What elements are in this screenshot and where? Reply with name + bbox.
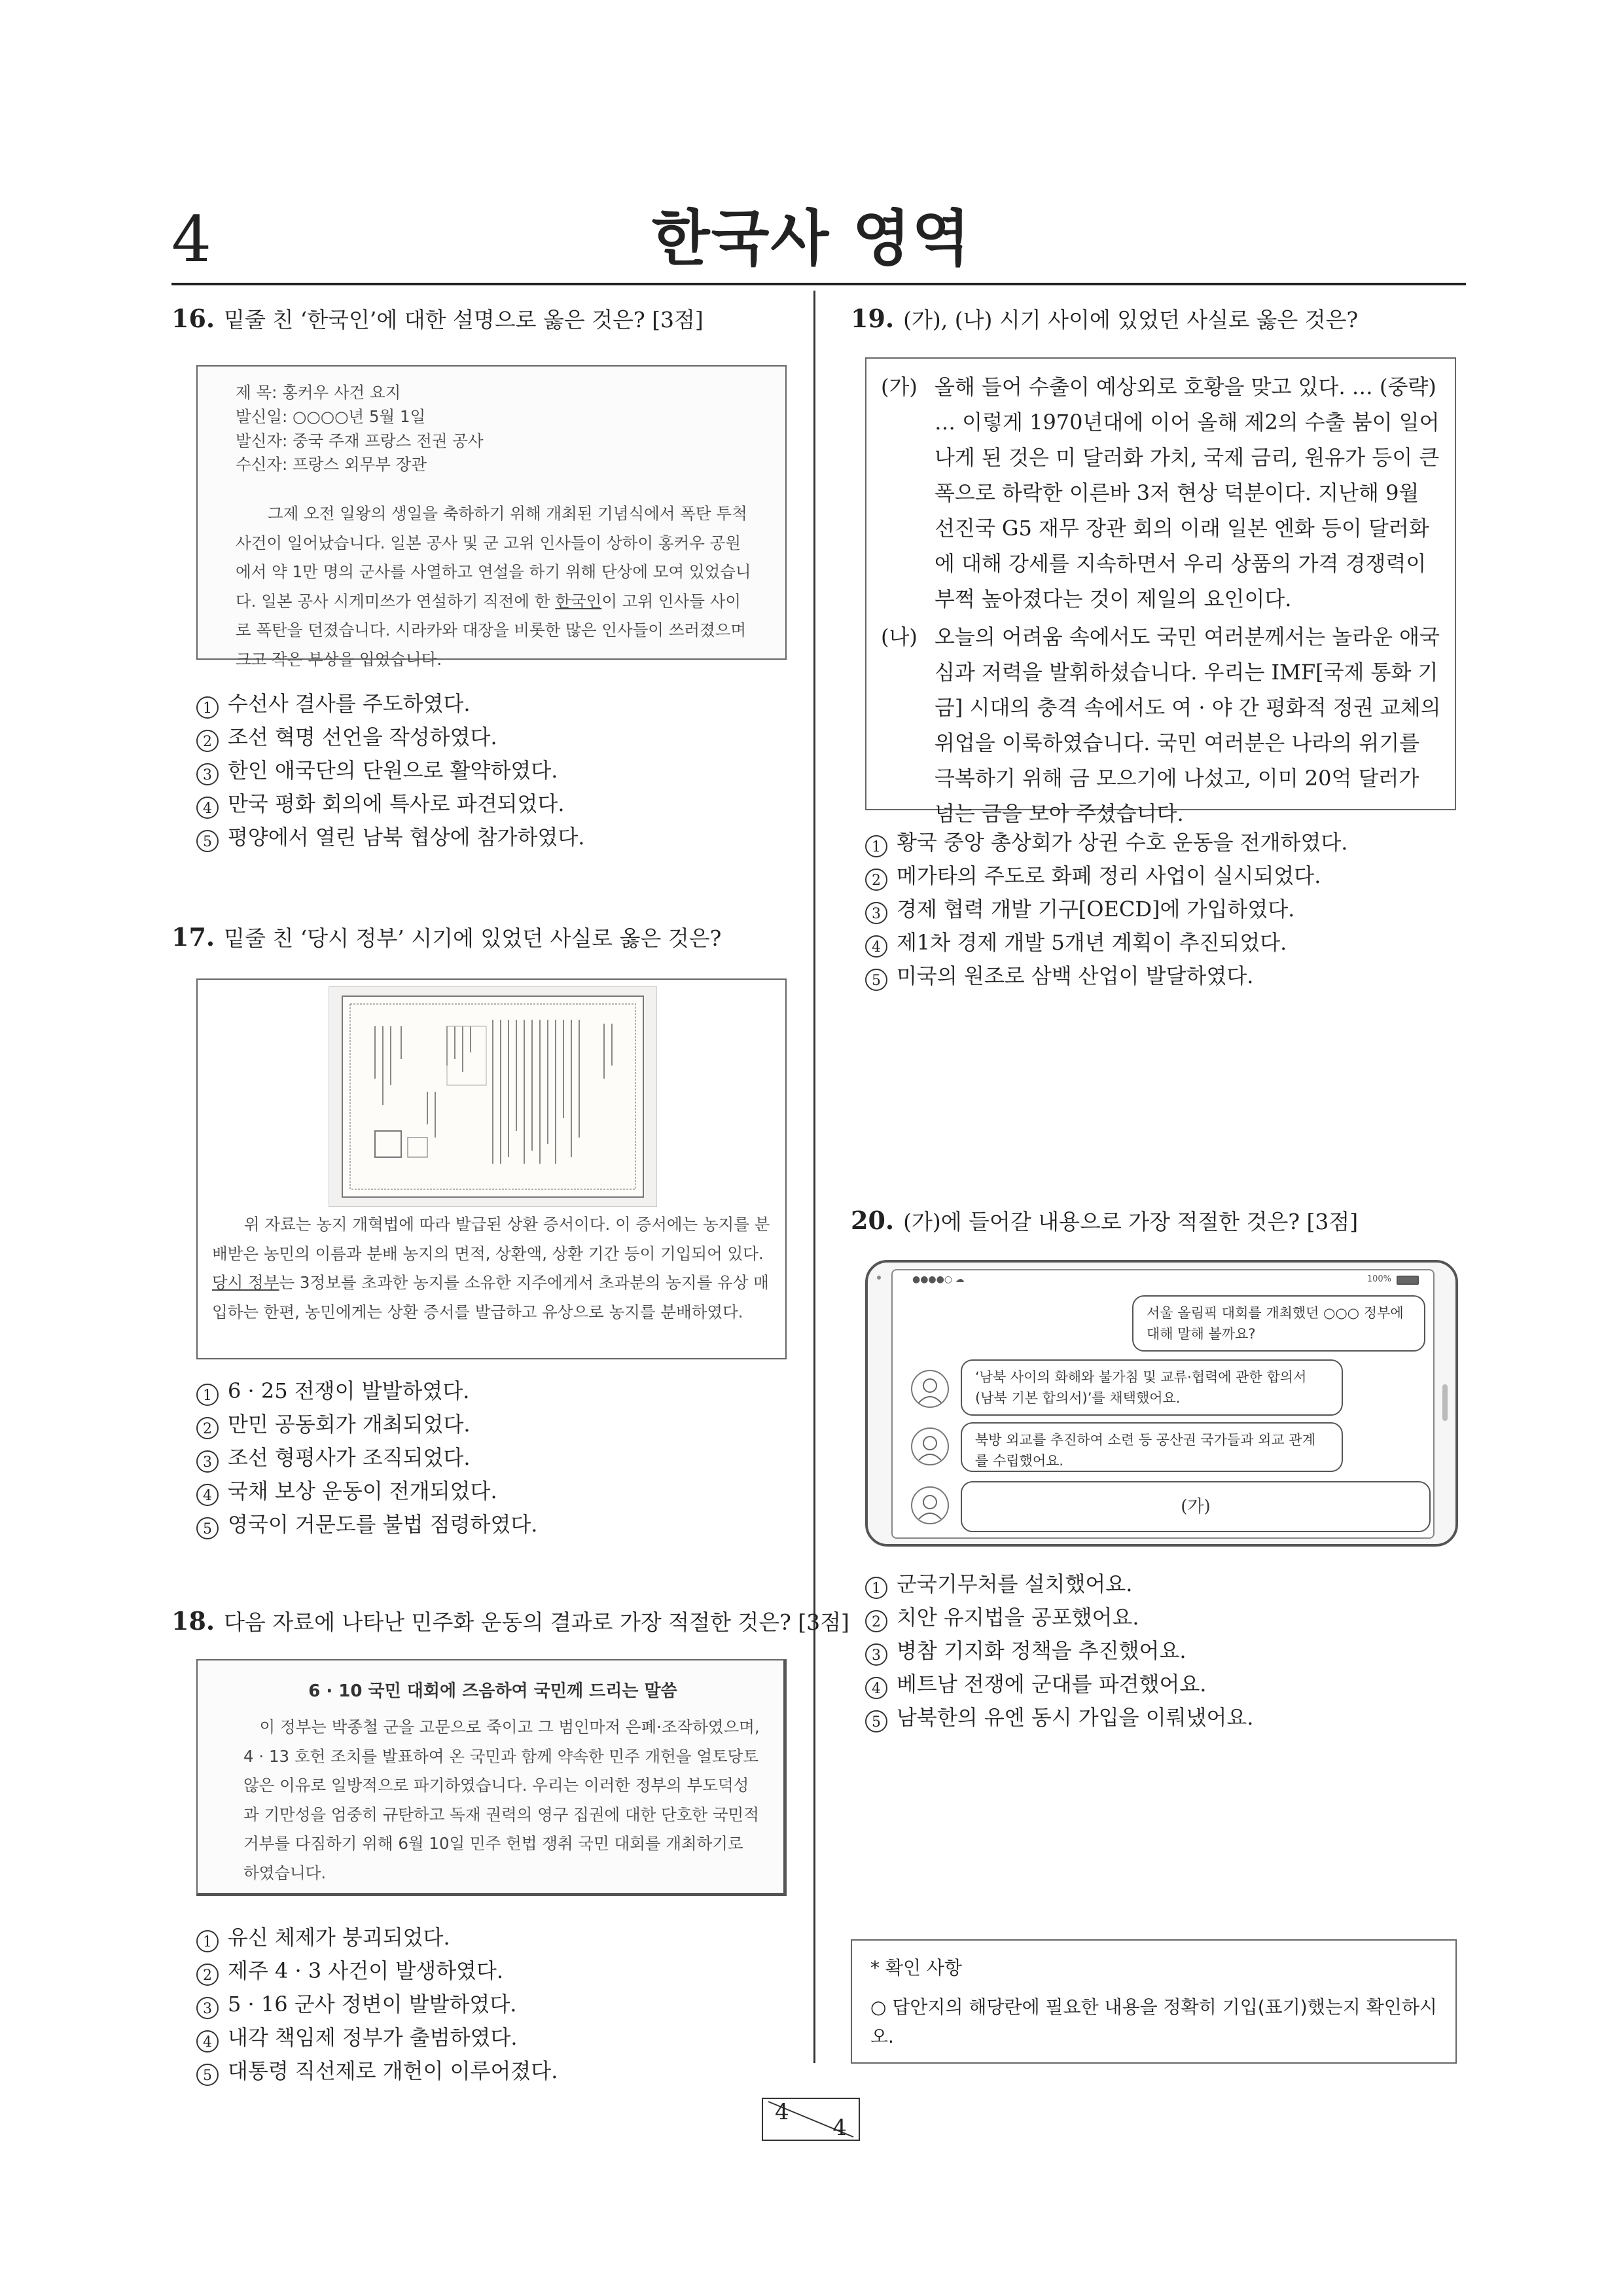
header-rule bbox=[171, 283, 1466, 285]
q16-document-box bbox=[196, 365, 787, 669]
q19-source-box bbox=[865, 357, 1456, 826]
answer-bubble-blank: (가) bbox=[961, 1481, 1431, 1532]
phone-illustration bbox=[865, 1260, 1458, 1547]
page-title: 한국사 영역 bbox=[651, 203, 972, 274]
answer-bubble-1: ‘남북 사이의 화해와 불가침 및 교류·협력에 관한 합의서 (남북 기본 합의서)’를 채택했어요. bbox=[961, 1359, 1343, 1416]
choice[interactable] bbox=[196, 787, 584, 821]
column-divider bbox=[813, 291, 815, 2063]
source-label-ga: (가) bbox=[881, 374, 918, 399]
certificate-illustration bbox=[329, 987, 656, 1206]
question-18-text: 다음 자료에 나타난 민주화 운동의 결과로 가장 적절한 것은? [3점] bbox=[224, 1609, 849, 1635]
q16-doc-subject: 제 목: 홍커우 사건 요지 bbox=[236, 383, 401, 402]
choice-marker: 1 bbox=[196, 1930, 219, 1952]
choice[interactable] bbox=[865, 1634, 1253, 1668]
choice-marker: 5 bbox=[196, 1517, 219, 1539]
choice[interactable] bbox=[865, 893, 1347, 926]
q17-choices bbox=[196, 1374, 537, 1541]
choice-marker: 3 bbox=[196, 763, 219, 785]
choice-marker: 3 bbox=[865, 1643, 887, 1666]
choice-marker: 3 bbox=[196, 1450, 219, 1473]
choice-marker: 5 bbox=[865, 969, 887, 991]
question-18-number: 18. bbox=[171, 1606, 215, 1636]
choice-text: 수선사 결사를 주도하였다. bbox=[228, 691, 471, 716]
page-indicator bbox=[762, 2098, 860, 2141]
choice-text: 한인 애국단의 단원으로 활약하였다. bbox=[228, 758, 558, 783]
question-20-text: (가)에 들어갈 내용으로 가장 적절한 것은? [3점] bbox=[903, 1209, 1359, 1234]
q19-na-text: 오늘의 어려움 속에서도 국민 여러분께서는 놀라운 애국심과 저력을 발휘하셨습니다. 우리는 IMF[국제 통화 기금] 시대의 충격 속에서도 여 · 야 간 평화적 정권 교체의 위업을 이룩하였습니다. 국민 여러분은 나라의 위기를 극복하기 위해 금 모으기에 나섰고, 이미 20억 달러가 넘는 금을 모아 주셨습니다. bbox=[935, 624, 1441, 826]
choice[interactable] bbox=[196, 1408, 537, 1441]
choice-marker: 4 bbox=[865, 1677, 887, 1699]
choice-marker: 4 bbox=[196, 797, 219, 819]
choice[interactable] bbox=[196, 1954, 558, 1988]
q16-body-text-2: 이 고위 인사들 사이로 폭탄을 던졌습니다. 시라카와 대장을 비롯한 많은 인사들이 쓰러졌으며 크고 작은 부상을 입었습니다. bbox=[236, 591, 747, 669]
notice-title: * 확인 사항 bbox=[870, 1957, 962, 1979]
q19-source-ga bbox=[881, 369, 1444, 617]
choice-text: 군국기무처를 설치했어요. bbox=[897, 1571, 1133, 1596]
choice[interactable] bbox=[196, 1508, 537, 1541]
question-16-title bbox=[171, 302, 704, 334]
question-19-title bbox=[851, 302, 1358, 334]
q17-caption-text-2: 는 3정보를 초과한 농지를 소유한 지주에게서 초과분의 농지를 유상 매입하는 한편, 농민에게는 상환 증서를 발급하고 유상으로 농지를 분배하였다. bbox=[212, 1273, 769, 1321]
question-17-number: 17. bbox=[171, 922, 215, 952]
choice-marker: 4 bbox=[196, 1484, 219, 1506]
notice-body: ○ 답안지의 해당란에 필요한 내용을 정확히 기입(표기)했는지 확인하시오. bbox=[870, 1996, 1437, 2047]
choice-text: 만국 평화 회의에 특사로 파견되었다. bbox=[228, 791, 565, 816]
q16-choices bbox=[196, 687, 584, 854]
q16-doc-receiver: 수신자: 프랑스 외무부 장관 bbox=[236, 455, 427, 475]
choice[interactable] bbox=[865, 1701, 1253, 1734]
choice[interactable] bbox=[865, 859, 1347, 893]
choice-marker: 2 bbox=[865, 869, 887, 891]
q19-ga-text: 올해 들어 수출이 예상외로 호황을 맞고 있다. … (중략) … 이렇게 1970년대에 이어 올해 제2의 수출 붐이 일어나게 된 것은 미 달러화 가치, 국제 금리, 원유가 등이 큰 폭으로 하락한 이른바 3저 현상 덕분이다. 지난해 9월 선진국 G5 재무 장관 회의 이래 일본 엔화 등이 달러화에 대해 강세를 지속하면서 우리 상품의 가격 경쟁력이 부쩍 높아졌다는 것이 제일의 요인이다. bbox=[935, 374, 1440, 611]
choice-text: 내각 책임제 정부가 출범하였다. bbox=[228, 2025, 518, 2050]
q17-caption bbox=[212, 1210, 774, 1327]
question-18-title bbox=[171, 1605, 849, 1637]
q18-document-box bbox=[196, 1659, 787, 1896]
choice-marker: 2 bbox=[196, 730, 219, 752]
choice-text: 6 · 25 전쟁이 발발하였다. bbox=[228, 1378, 470, 1403]
choice-marker: 5 bbox=[865, 1710, 887, 1732]
q19-source-na bbox=[881, 619, 1444, 831]
answer-bubble-2: 북방 외교를 추진하여 소련 등 공산권 국가들과 외교 관계를 수립했어요. bbox=[961, 1422, 1343, 1472]
choice-marker: 2 bbox=[865, 1610, 887, 1632]
choice-text: 황국 중앙 총상회가 상권 수호 운동을 전개하였다. bbox=[897, 830, 1348, 855]
choice-text: 영국이 거문도를 불법 점령하였다. bbox=[228, 1512, 538, 1537]
choice[interactable] bbox=[196, 1441, 537, 1475]
choice[interactable] bbox=[196, 687, 584, 721]
choice-marker: 1 bbox=[196, 1384, 219, 1406]
choice-text: 유신 체제가 붕괴되었다. bbox=[228, 1925, 450, 1950]
choice[interactable] bbox=[196, 1921, 558, 1954]
choice[interactable] bbox=[865, 960, 1347, 993]
q16-doc-body bbox=[236, 499, 753, 674]
q20-choices bbox=[865, 1568, 1253, 1734]
q17-source-box bbox=[196, 978, 787, 1359]
choice[interactable] bbox=[865, 826, 1347, 859]
choice-text: 만민 공동회가 개최되었다. bbox=[228, 1412, 471, 1437]
q18-choices bbox=[196, 1921, 558, 2088]
q16-doc-date: 발신일: ○○○○년 5월 1일 bbox=[236, 406, 426, 426]
choice-text: 조선 혁명 선언을 작성하였다. bbox=[228, 725, 497, 749]
current-page: 4 bbox=[775, 2099, 789, 2125]
choice-text: 5 · 16 군사 정변이 발발하였다. bbox=[228, 1992, 517, 2017]
question-19-number: 19. bbox=[851, 304, 895, 333]
choice-marker: 1 bbox=[865, 835, 887, 857]
choice[interactable] bbox=[196, 1475, 537, 1508]
choice-marker: 3 bbox=[196, 1997, 219, 2019]
q18-doc-title: 6 · 10 국민 대회에 즈음하여 국민께 드리는 말씀 bbox=[308, 1681, 677, 1701]
question-16-number: 16. bbox=[171, 304, 215, 333]
choice-text: 대통령 직선제로 개헌이 이루어졌다. bbox=[228, 2058, 558, 2083]
status-signal-icon: ●●●●○ ☁ bbox=[912, 1274, 965, 1285]
choice-marker: 4 bbox=[865, 935, 887, 958]
choice-marker: 4 bbox=[196, 2030, 219, 2053]
phone-screen bbox=[891, 1269, 1435, 1539]
choice[interactable] bbox=[196, 821, 584, 854]
q19-choices bbox=[865, 826, 1347, 993]
choice[interactable] bbox=[865, 1601, 1253, 1634]
choice-text: 평양에서 열린 남북 협상에 참가하였다. bbox=[228, 825, 585, 850]
total-pages: 4 bbox=[832, 2115, 847, 2141]
q16-doc-sender: 발신자: 중국 주재 프랑스 전권 공사 bbox=[236, 431, 484, 450]
choice[interactable] bbox=[196, 2021, 558, 2054]
choice[interactable] bbox=[865, 1568, 1253, 1601]
choice-text: 베트남 전쟁에 군대를 파견했어요. bbox=[897, 1672, 1207, 1696]
status-battery-text: 100% bbox=[1366, 1274, 1391, 1284]
choice-text: 치안 유지법을 공포했어요. bbox=[897, 1605, 1139, 1630]
choice-text: 국채 보상 운동이 전개되었다. bbox=[228, 1479, 497, 1503]
choice-text: 병참 기지화 정책을 추진했어요. bbox=[897, 1638, 1186, 1663]
student-avatar-3 bbox=[911, 1486, 949, 1524]
question-19-text: (가), (나) 시기 사이에 있었던 사실로 옳은 것은? bbox=[903, 307, 1359, 332]
choice[interactable] bbox=[865, 926, 1347, 960]
choice-marker: 2 bbox=[196, 1964, 219, 1986]
land-certificate-image bbox=[329, 986, 657, 1207]
choice-text: 남북한의 유엔 동시 가입을 이뤄냈어요. bbox=[897, 1705, 1254, 1730]
choice-text: 미국의 원조로 삼백 산업이 발달하였다. bbox=[897, 963, 1254, 988]
choice-text: 조선 형평사가 조직되었다. bbox=[228, 1445, 471, 1470]
q17-underlined-term: 당시 정부 bbox=[212, 1273, 279, 1293]
choice-text: 경제 협력 개발 기구[OECD]에 가입하였다. bbox=[897, 897, 1295, 922]
student-avatar-2 bbox=[911, 1427, 949, 1465]
choice-marker: 5 bbox=[196, 830, 219, 852]
question-17-title bbox=[171, 921, 721, 953]
question-bubble: 서울 올림픽 대회를 개최했던 ○○○ 정부에 대해 말해 볼까요? bbox=[1132, 1295, 1425, 1352]
page-number: 4 bbox=[171, 203, 212, 276]
question-20-title bbox=[851, 1204, 1358, 1236]
choice-marker: 1 bbox=[196, 696, 219, 719]
choice-marker: 2 bbox=[196, 1417, 219, 1439]
question-17-text: 밑줄 친 ‘당시 정부’ 시기에 있었던 사실로 옳은 것은? bbox=[224, 925, 722, 951]
phone-camera-icon bbox=[877, 1276, 881, 1280]
q18-doc-body: 이 정부는 박종철 군을 고문으로 죽이고 그 범인마저 은폐·조작하였으며, 4 · 13 호헌 조치를 발표하여 온 국민과 함께 약속한 민주 개헌을 얼토당토않은 이유로 일방적으로 파기하였습니다. 우리는 이러한 정부의 부도덕성과 기만성을 엄중히 규탄하고 독재 권력의 영구 집권에 대한 단호한 국민적 거부를 다짐하기 위해 6월 10일 민주 헌법 쟁취 국민 대회를 개최하기로 하였습니다. bbox=[243, 1717, 760, 1882]
question-20-number: 20. bbox=[851, 1206, 895, 1235]
choice-text: 제1차 경제 개발 5개년 계획이 추진되었다. bbox=[897, 930, 1287, 955]
choice[interactable] bbox=[196, 754, 584, 787]
q17-caption-text-1: 위 자료는 농지 개혁법에 따라 발급된 상환 증서이다. 이 증서에는 농지를 분배받은 농민의 이름과 분배 농지의 면적, 상환액, 상환 기간 등이 기입되어 있다. bbox=[212, 1215, 770, 1263]
source-label-na: (나) bbox=[881, 624, 918, 649]
notice-box bbox=[851, 1939, 1457, 2064]
choice-marker: 5 bbox=[196, 2064, 219, 2086]
choice-marker: 3 bbox=[865, 902, 887, 924]
q16-body-text-1: 그제 오전 일왕의 생일을 축하하기 위해 개최된 기념식에서 폭탄 투척 사건이 일어났습니다. 일본 공사 및 군 고위 인사들이 상하이 홍커우 공원에서 약 1만 명의 군사를 사열하고 연설을 하기 위해 단상에 모여 있었습니다. 일본 공사 시게미쓰가 연설하기 직전에 한 bbox=[236, 504, 751, 611]
choice-marker: 1 bbox=[865, 1577, 887, 1599]
question-16-text: 밑줄 친 ‘한국인’에 대한 설명으로 옳은 것은? [3점] bbox=[224, 307, 704, 332]
choice[interactable] bbox=[865, 1668, 1253, 1701]
choice[interactable] bbox=[196, 1988, 558, 2021]
student-avatar-1 bbox=[911, 1370, 949, 1408]
choice[interactable] bbox=[196, 2054, 558, 2088]
battery-icon bbox=[1397, 1276, 1419, 1285]
choice[interactable] bbox=[196, 1374, 537, 1408]
phone-home-button bbox=[1442, 1384, 1448, 1421]
q16-underlined-term: 한국인 bbox=[555, 591, 602, 611]
choice-text: 메가타의 주도로 화폐 정리 사업이 실시되었다. bbox=[897, 863, 1321, 888]
choice[interactable] bbox=[196, 721, 584, 754]
choice-text: 제주 4 · 3 사건이 발생하였다. bbox=[228, 1958, 504, 1983]
